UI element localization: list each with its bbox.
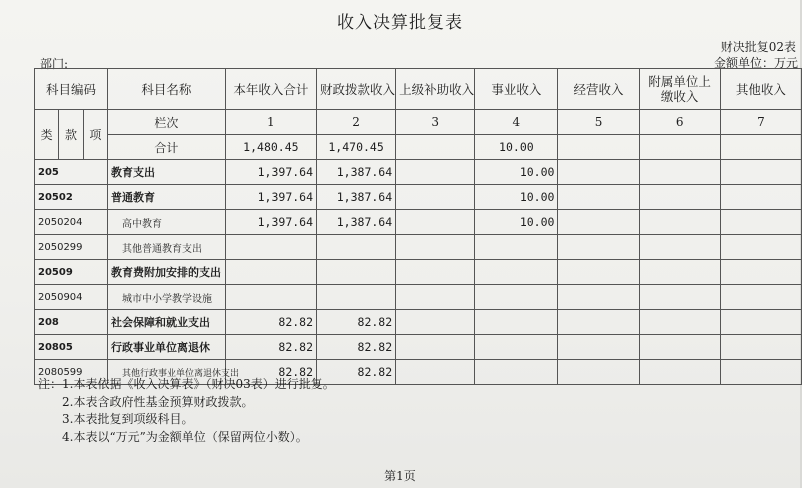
row-total: 1,397.64 xyxy=(225,160,316,185)
note-line: 注：1.本表依据《收入决算表》（财决03表）进行批复。 xyxy=(38,377,335,391)
row-total: 82.82 xyxy=(225,335,316,360)
row-operating xyxy=(558,235,639,260)
row-name: 高中教育 xyxy=(108,210,226,235)
header-other: 其他收入 xyxy=(720,69,801,110)
row-superior xyxy=(396,335,475,360)
row-fiscal: 82.82 xyxy=(317,335,396,360)
row-superior xyxy=(396,360,475,385)
row-fiscal: 82.82 xyxy=(317,310,396,335)
row-operating xyxy=(558,360,639,385)
column-number-row xyxy=(35,110,802,135)
row-superior xyxy=(396,185,475,210)
totals-row xyxy=(35,135,802,160)
row-code: 2050204 xyxy=(35,210,108,235)
row-other xyxy=(720,285,801,310)
row-operating xyxy=(558,310,639,335)
table-row xyxy=(35,285,802,310)
row-operating xyxy=(558,335,639,360)
revenue-table xyxy=(34,68,802,385)
row-operating xyxy=(558,185,639,210)
row-name: 其他普通教育支出 xyxy=(108,235,226,260)
note-line: 2.本表含政府性基金预算财政拨款。 xyxy=(62,394,254,409)
row-affiliated xyxy=(639,260,720,285)
header-superior: 上级补助收入 xyxy=(396,69,475,110)
row-business: 10.00 xyxy=(475,210,558,235)
row-fiscal xyxy=(317,260,396,285)
page-number: 第1页 xyxy=(384,469,416,483)
row-affiliated xyxy=(639,285,720,310)
row-code: 2080599 xyxy=(35,360,108,385)
col-num-2: 2 xyxy=(317,110,396,135)
row-business xyxy=(475,285,558,310)
row-name: 其他行政事业单位离退休支出 xyxy=(108,360,226,385)
header-code: 科目编码 xyxy=(35,69,108,110)
document-title: 收入决算批复表 xyxy=(337,13,463,33)
table-row xyxy=(35,210,802,235)
row-code: 20502 xyxy=(35,185,108,210)
row-other xyxy=(720,235,801,260)
row-business: 10.00 xyxy=(475,160,558,185)
total-affiliated xyxy=(639,135,720,160)
col-num-3: 3 xyxy=(396,110,475,135)
row-fiscal xyxy=(317,285,396,310)
department-label: 部门: xyxy=(40,57,69,71)
col-num-5: 5 xyxy=(558,110,639,135)
header-row xyxy=(35,69,802,110)
row-code: 208 xyxy=(35,310,108,335)
row-code: 20509 xyxy=(35,260,108,285)
row-name: 普通教育 xyxy=(108,185,226,210)
row-code: 2050299 xyxy=(35,235,108,260)
header-lei: 类 xyxy=(35,110,59,160)
header-name: 科目名称 xyxy=(108,69,226,110)
row-other xyxy=(720,310,801,335)
row-name: 社会保障和就业支出 xyxy=(108,310,226,335)
row-superior xyxy=(396,260,475,285)
row-total: 82.82 xyxy=(225,360,316,385)
notes-block xyxy=(38,376,335,446)
row-affiliated xyxy=(639,360,720,385)
row-affiliated xyxy=(639,310,720,335)
col-num-4: 4 xyxy=(475,110,558,135)
row-other xyxy=(720,260,801,285)
header-total: 本年收入合计 xyxy=(225,69,316,110)
row-business xyxy=(475,335,558,360)
row-total xyxy=(225,235,316,260)
total-business: 10.00 xyxy=(475,135,558,160)
row-fiscal: 82.82 xyxy=(317,360,396,385)
row-fiscal: 1,387.64 xyxy=(317,160,396,185)
row-name: 教育费附加安排的支出 xyxy=(108,260,226,285)
table-row xyxy=(35,310,802,335)
form-number: 财决批复02表 xyxy=(720,40,796,54)
row-other xyxy=(720,335,801,360)
table-row xyxy=(35,160,802,185)
header-kuan: 款 xyxy=(59,110,83,160)
col-num-6: 6 xyxy=(639,110,720,135)
row-business xyxy=(475,310,558,335)
row-affiliated xyxy=(639,335,720,360)
row-operating xyxy=(558,260,639,285)
amount-unit: 金额单位：万元 xyxy=(713,56,798,70)
header-fiscal: 财政拨款收入 xyxy=(317,69,396,110)
row-fiscal: 1,387.64 xyxy=(317,210,396,235)
row-operating xyxy=(558,210,639,235)
row-superior xyxy=(396,235,475,260)
header-operating: 经营收入 xyxy=(558,69,639,110)
row-business xyxy=(475,260,558,285)
row-business: 10.00 xyxy=(475,185,558,210)
row-fiscal: 1,387.64 xyxy=(317,185,396,210)
table-row xyxy=(35,235,802,260)
row-other xyxy=(720,185,801,210)
table-row xyxy=(35,335,802,360)
row-fiscal xyxy=(317,235,396,260)
row-total xyxy=(225,260,316,285)
row-superior xyxy=(396,210,475,235)
row-operating xyxy=(558,285,639,310)
row-name: 行政事业单位离退休 xyxy=(108,335,226,360)
note-line: 3.本表批复到项级科目。 xyxy=(62,412,194,426)
total-operating xyxy=(558,135,639,160)
header-xiang: 项 xyxy=(83,110,107,160)
row-operating xyxy=(558,160,639,185)
row-affiliated xyxy=(639,160,720,185)
row-total: 1,397.64 xyxy=(225,185,316,210)
column-no-label: 栏次 xyxy=(108,110,226,135)
row-affiliated xyxy=(639,185,720,210)
row-other xyxy=(720,160,801,185)
row-business xyxy=(475,360,558,385)
total-superior xyxy=(396,135,475,160)
row-affiliated xyxy=(639,235,720,260)
header-business: 事业收入 xyxy=(475,69,558,110)
row-name: 城市中小学教学设施 xyxy=(108,285,226,310)
row-superior xyxy=(396,285,475,310)
row-name: 教育支出 xyxy=(108,160,226,185)
table-row xyxy=(35,185,802,210)
sum-label: 合计 xyxy=(108,135,226,160)
row-code: 20805 xyxy=(35,335,108,360)
row-code: 205 xyxy=(35,160,108,185)
note-line: 4.本表以“万元”为金额单位（保留两位小数）。 xyxy=(62,429,308,444)
row-other xyxy=(720,360,801,385)
col-num-1: 1 xyxy=(225,110,316,135)
col-num-7: 7 xyxy=(720,110,801,135)
row-other xyxy=(720,210,801,235)
row-code: 2050904 xyxy=(35,285,108,310)
total-total: 1,480.45 xyxy=(225,135,316,160)
row-affiliated xyxy=(639,210,720,235)
row-superior xyxy=(396,160,475,185)
total-fiscal: 1,470.45 xyxy=(317,135,396,160)
row-superior xyxy=(396,310,475,335)
row-business xyxy=(475,235,558,260)
row-total: 82.82 xyxy=(225,310,316,335)
total-other xyxy=(720,135,801,160)
row-total: 1,397.64 xyxy=(225,210,316,235)
table-row xyxy=(35,260,802,285)
header-affiliated: 附属单位上缴收入 xyxy=(639,69,720,110)
row-total xyxy=(225,285,316,310)
